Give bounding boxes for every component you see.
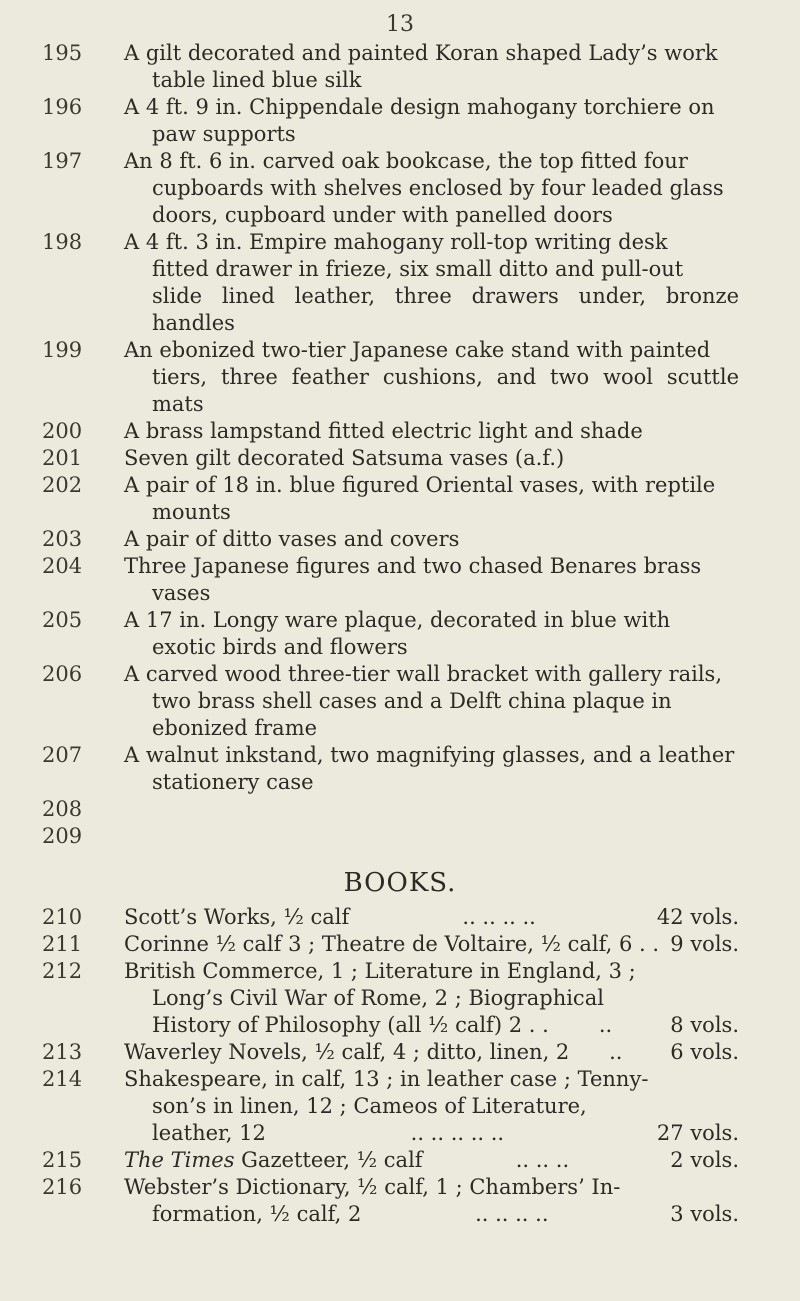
volume-count: 3 vols. xyxy=(670,1202,739,1226)
lot-description-line: stationery case xyxy=(152,770,314,794)
book-entry xyxy=(0,904,800,931)
lot-description xyxy=(124,40,739,94)
volume-count: 42 vols. xyxy=(656,905,739,929)
lot-description xyxy=(124,472,739,526)
book-title: leather, 12 xyxy=(152,1121,266,1145)
lot-number: 210 xyxy=(42,905,83,929)
lot-number: 195 xyxy=(42,41,83,65)
book-title: Corinne ½ calf 3 ; Theatre de Voltaire, ½ calf, 6 . . xyxy=(124,932,660,956)
lot-description xyxy=(124,607,739,661)
lot-description-line: Seven gilt decorated Satsuma vases (a.f.) xyxy=(124,446,565,470)
book-description xyxy=(124,1066,739,1147)
book-entry xyxy=(0,1147,800,1174)
book-entry xyxy=(0,931,800,958)
lot-number: 214 xyxy=(42,1067,83,1091)
lot-description-line: doors, cupboard under with panelled doors xyxy=(152,203,613,227)
lot-description-line: vases xyxy=(152,581,211,605)
lot-number: 215 xyxy=(42,1148,83,1172)
leader-dots: .. .. .. .. xyxy=(462,905,536,929)
book-title xyxy=(124,1147,423,1174)
lot-number: 200 xyxy=(42,419,83,443)
lot-number: 212 xyxy=(42,959,83,983)
lot-entry xyxy=(0,553,800,607)
lot-entry xyxy=(0,661,800,742)
lot-description-line: A walnut inkstand, two magnifying glasses, and a leather xyxy=(124,743,735,767)
lot-entry xyxy=(0,94,800,148)
lot-entry xyxy=(0,148,800,229)
book-title: Shakespeare, in calf, 13 ; in leather case ; Tenny- xyxy=(124,1067,649,1091)
lot-number: 198 xyxy=(42,230,83,254)
book-line xyxy=(124,1012,739,1039)
lot-number: 205 xyxy=(42,608,83,632)
leader-dots: .. .. .. .. .. xyxy=(410,1121,505,1145)
lot-entry xyxy=(0,607,800,661)
books-heading: BOOKS. xyxy=(343,868,457,898)
lot-description xyxy=(124,418,739,445)
book-entry xyxy=(0,1174,800,1228)
volume-count: 8 vols. xyxy=(670,1013,739,1037)
leader-dots: .. xyxy=(598,1013,613,1037)
book-line xyxy=(124,1066,739,1093)
lot-description-line: An ebonized two-tier Japanese cake stand with painted xyxy=(124,338,711,362)
lots-list xyxy=(0,40,800,1228)
lot-number: 199 xyxy=(42,338,83,362)
lot-description-line: A 4 ft. 3 in. Empire mahogany roll-top writing desk xyxy=(124,230,668,254)
lot-entry xyxy=(0,418,800,445)
lot-description-line: An 8 ft. 6 in. carved oak bookcase, the top fitted four xyxy=(124,149,688,173)
book-line xyxy=(124,1147,739,1174)
book-line xyxy=(124,1201,739,1228)
lot-entry xyxy=(0,796,800,823)
lot-description-line: table lined blue silk xyxy=(152,68,362,92)
lot-description xyxy=(124,94,739,148)
lot-entry xyxy=(0,337,800,418)
lot-description-line: A pair of 18 in. blue figured Oriental vases, with reptile xyxy=(124,473,716,497)
book-title-rest: Gazetteer, ½ calf xyxy=(234,1148,423,1172)
book-description xyxy=(124,1174,739,1228)
book-description xyxy=(124,1039,739,1066)
lot-description-line: tiers, three feather cushions, and two wool scuttle mats xyxy=(152,365,739,416)
lot-description xyxy=(124,148,739,229)
lot-description-line: fitted drawer in frieze, six small ditto and pull-out xyxy=(152,257,684,281)
lot-description-line xyxy=(124,796,739,823)
lot-number: 203 xyxy=(42,527,83,551)
book-line xyxy=(124,1093,739,1120)
volume-count: 27 vols. xyxy=(656,1121,739,1145)
lot-number: 202 xyxy=(42,473,83,497)
book-entry xyxy=(0,1039,800,1066)
book-line xyxy=(124,931,739,958)
lot-number: 207 xyxy=(42,743,83,767)
lot-description xyxy=(124,553,739,607)
lot-description-line: A 17 in. Longy ware plaque, decorated in blue with xyxy=(124,608,671,632)
lot-description-line: slide lined leather, three drawers under, bronze handles xyxy=(152,284,739,335)
lot-description-line: cupboards with shelves enclosed by four leaded glass xyxy=(152,176,724,200)
lot-description xyxy=(124,526,739,553)
lot-description xyxy=(124,661,739,742)
book-title: Long’s Civil War of Rome, 2 ; Biographical xyxy=(152,986,604,1010)
lot-description-line: two brass shell cases and a Delft china plaque in xyxy=(152,689,672,713)
book-title: Webster’s Dictionary, ½ calf, 1 ; Chambers’ In- xyxy=(124,1175,621,1199)
book-line xyxy=(124,1039,739,1066)
book-line xyxy=(124,1120,739,1147)
lot-number: 197 xyxy=(42,149,83,173)
lot-description xyxy=(124,796,739,823)
book-title: son’s in linen, 12 ; Cameos of Literature, xyxy=(152,1094,587,1118)
book-description xyxy=(124,931,739,958)
lot-description-line: exotic birds and flowers xyxy=(152,635,408,659)
lot-description-line: paw supports xyxy=(152,122,296,146)
book-line xyxy=(124,904,739,931)
leader-dots: .. .. .. .. xyxy=(475,1202,549,1226)
volume-count: 2 vols. xyxy=(670,1148,739,1172)
lot-number: 201 xyxy=(42,446,83,470)
lot-number: 216 xyxy=(42,1175,83,1199)
book-entry xyxy=(0,1066,800,1147)
leader-dots: .. xyxy=(609,1040,623,1064)
lot-entry xyxy=(0,229,800,337)
lot-number: 204 xyxy=(42,554,83,578)
book-description xyxy=(124,1147,739,1174)
lot-description-line: A gilt decorated and painted Koran shaped Lady’s work xyxy=(124,41,718,65)
lot-description-line: ebonized frame xyxy=(152,716,318,740)
lot-entry xyxy=(0,823,800,850)
volume-count: 6 vols. xyxy=(670,1040,739,1064)
lot-entry xyxy=(0,526,800,553)
lot-description-line: mounts xyxy=(152,500,231,524)
lot-number: 196 xyxy=(42,95,83,119)
lot-description xyxy=(124,742,739,796)
book-title: British Commerce, 1 ; Literature in England, 3 ; xyxy=(124,959,636,983)
book-line xyxy=(124,958,739,985)
lot-description xyxy=(124,445,739,472)
leader-dots: .. .. .. xyxy=(515,1148,570,1172)
lot-description-line: A carved wood three-tier wall bracket with gallery rails, xyxy=(124,662,723,686)
lot-description-line: A brass lampstand fitted electric light and shade xyxy=(124,419,643,443)
book-title: History of Philosophy (all ½ calf) 2 . . xyxy=(152,1013,549,1037)
book-line xyxy=(124,1174,739,1201)
lot-description-line xyxy=(124,823,739,850)
volume-count: 9 vols. xyxy=(670,932,739,956)
lot-number: 208 xyxy=(42,797,83,821)
lot-description xyxy=(124,337,739,418)
lot-entry xyxy=(0,40,800,94)
page-number: 13 xyxy=(386,12,414,37)
lot-number: 211 xyxy=(42,932,83,956)
book-description xyxy=(124,904,739,931)
book-line xyxy=(124,985,739,1012)
lot-entry xyxy=(0,742,800,796)
book-entry xyxy=(0,958,800,1039)
book-title: Scott’s Works, ½ calf xyxy=(124,905,350,929)
book-title: formation, ½ calf, 2 xyxy=(152,1202,362,1226)
lot-number: 213 xyxy=(42,1040,83,1064)
lot-number: 209 xyxy=(42,824,83,848)
lot-description xyxy=(124,229,739,337)
lot-entry xyxy=(0,445,800,472)
book-title-italic: The Times xyxy=(124,1148,235,1172)
book-description xyxy=(124,958,739,1039)
lot-number: 206 xyxy=(42,662,83,686)
lot-description-line: Three Japanese figures and two chased Benares brass xyxy=(124,554,702,578)
lot-description-line: A pair of ditto vases and covers xyxy=(124,527,460,551)
lot-entry xyxy=(0,472,800,526)
book-title: Waverley Novels, ½ calf, 4 ; ditto, linen, 2 xyxy=(124,1040,570,1064)
lot-description-line: A 4 ft. 9 in. Chippendale design mahogany torchiere on xyxy=(124,95,715,119)
lot-description xyxy=(124,823,739,850)
